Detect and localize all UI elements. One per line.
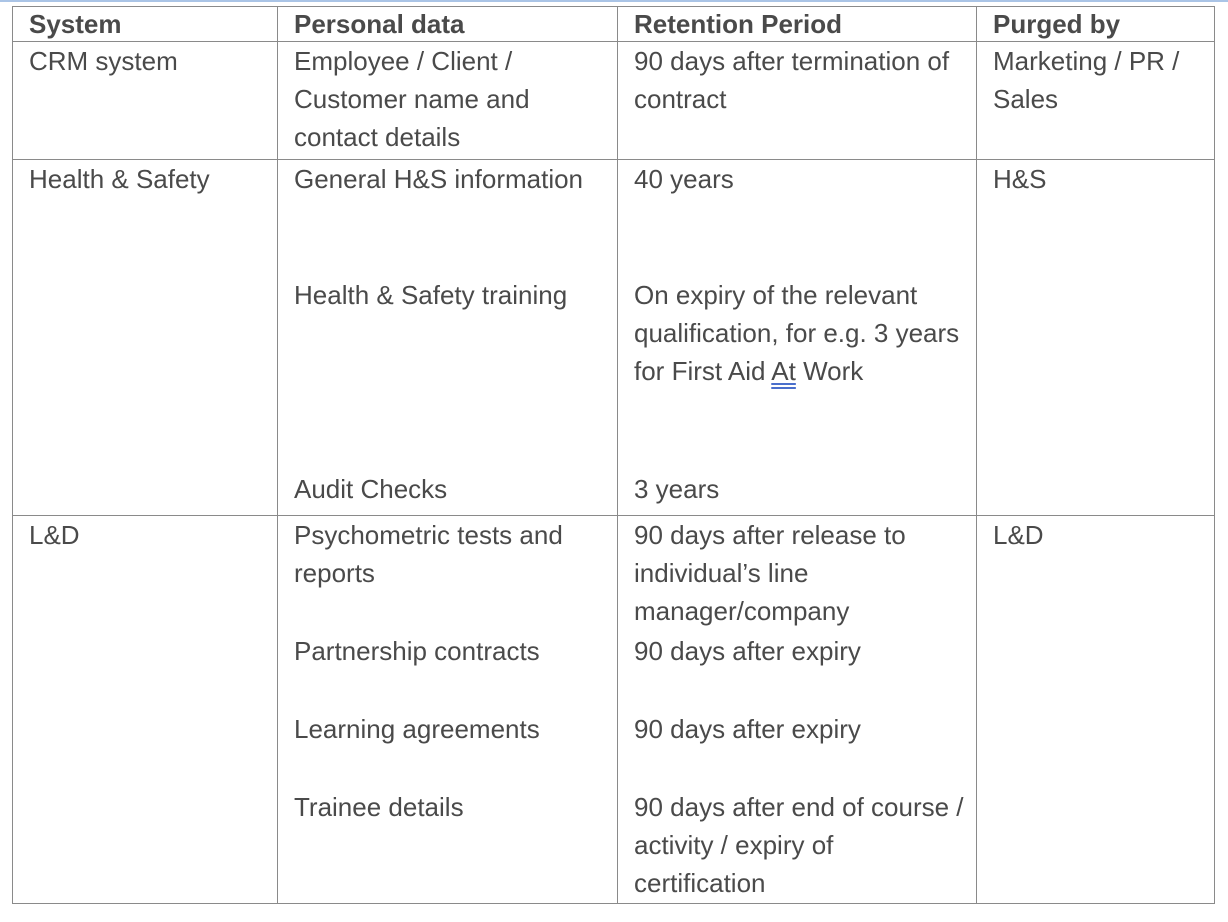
cell-purged-by: L&D <box>977 516 1215 904</box>
header-system: System <box>13 7 278 42</box>
retention-text: On expiry of the relevant qualification, for e.g. 3 years for First Aid <box>634 280 960 386</box>
header-retention-period: Retention Period <box>618 7 977 42</box>
retention-item: 90 days after expiry <box>634 636 861 666</box>
personal-data-item: Learning agreements <box>294 714 540 744</box>
personal-data-item: Health & Safety training <box>294 280 568 310</box>
cell-personal-data <box>278 516 618 904</box>
retention-item: 90 days after expiry <box>634 714 861 744</box>
personal-data-item: General H&S information <box>294 164 584 194</box>
cell-retention <box>618 42 977 160</box>
table-row <box>13 516 1215 904</box>
personal-data-item: Partnership contracts <box>294 636 540 666</box>
retention-item: 40 years <box>634 164 734 194</box>
cell-purged-by: H&S <box>977 160 1215 516</box>
cell-retention <box>618 516 977 904</box>
header-purged-by: Purged by <box>977 7 1215 42</box>
header-personal-data: Personal data <box>278 7 618 42</box>
retention-item: 3 years <box>634 474 720 504</box>
spellcheck-underlined-word: At <box>771 356 796 386</box>
page-top-rule <box>0 0 1228 2</box>
table-row <box>13 42 1215 160</box>
cell-system: L&D <box>13 516 278 904</box>
retention-text-tail: Work <box>795 356 864 386</box>
table-header-row <box>13 7 1215 42</box>
retention-item: 90 days after end of course / activity / expiry of certification <box>634 792 964 898</box>
cell-system: Health & Safety <box>13 160 278 516</box>
table-row <box>13 160 1215 516</box>
personal-data-item: Psychometric tests and reports <box>294 520 563 588</box>
personal-data-item: Employee / Client / Customer name and contact details <box>294 46 530 152</box>
personal-data-item: Trainee details <box>294 792 464 822</box>
retention-item: 90 days after termination of contract <box>634 46 950 114</box>
retention-item: 90 days after release to individual’s line manager/company <box>634 520 906 626</box>
cell-system: CRM system <box>13 42 278 160</box>
retention-table <box>12 6 1215 904</box>
retention-item-qualification <box>634 276 964 470</box>
cell-retention <box>618 160 977 516</box>
cell-purged-by: Marketing / PR / Sales <box>977 42 1215 160</box>
personal-data-item: Audit Checks <box>294 474 448 504</box>
cell-personal-data <box>278 160 618 516</box>
cell-personal-data <box>278 42 618 160</box>
